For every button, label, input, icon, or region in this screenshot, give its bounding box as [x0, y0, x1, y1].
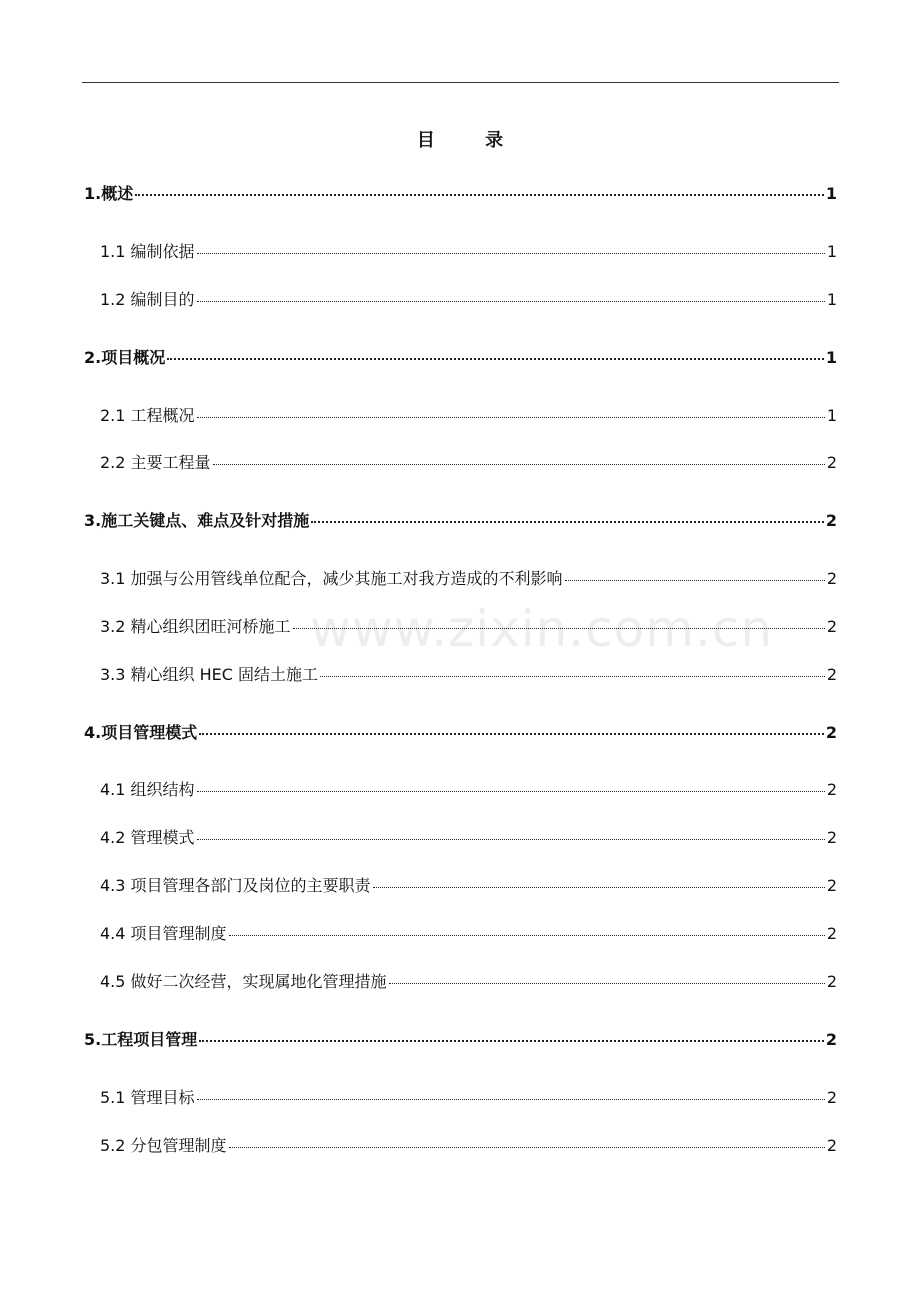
dot-leader [229, 935, 825, 936]
toc-entry-label: 4.3 项目管理各部门及岗位的主要职责 [100, 876, 371, 895]
toc-entry-2-1[interactable] [100, 405, 837, 427]
dot-leader [199, 733, 824, 735]
toc-entry-2-2[interactable] [100, 452, 837, 474]
dot-leader [197, 839, 825, 840]
toc-entry-page: 1 [826, 242, 837, 261]
toc-entry-label: 5.1 管理目标 [100, 1088, 195, 1107]
dot-leader [293, 628, 825, 629]
toc-entry-page: 2 [826, 1088, 837, 1107]
toc-entry-page: 2 [826, 828, 837, 847]
toc-entry-1-2[interactable] [100, 289, 837, 311]
toc-entry-5[interactable] [84, 1029, 837, 1051]
toc-entry-page: 1 [826, 290, 837, 309]
toc-entry-page: 2 [826, 972, 837, 991]
toc-entry-page: 1 [825, 184, 837, 203]
toc-entry-3-3[interactable] [100, 664, 837, 686]
dot-leader [199, 1040, 824, 1042]
toc-entry-label: 2.2 主要工程量 [100, 453, 211, 472]
dot-leader [197, 791, 825, 792]
toc-entry-3[interactable] [84, 510, 837, 532]
toc-entry-label: 4.5 做好二次经营，实现属地化管理措施 [100, 972, 387, 991]
toc-entry-page: 2 [826, 876, 837, 895]
toc-entry-label: 4.1 组织结构 [100, 780, 195, 799]
toc-entry-5-2[interactable] [100, 1135, 837, 1157]
toc-entry-page: 2 [826, 1136, 837, 1155]
dot-leader [213, 464, 825, 465]
toc-entry-label: 2.1 工程概况 [100, 406, 195, 425]
dot-leader [197, 253, 825, 254]
toc-entry-label: 3.1 加强与公用管线单位配合，减少其施工对我方造成的不利影响 [100, 569, 563, 588]
toc-entry-label: 5.2 分包管理制度 [100, 1136, 227, 1155]
dot-leader [135, 194, 824, 196]
watermark: www.zixin.com.cn [310, 600, 774, 658]
toc-title: 目 录 [416, 130, 526, 151]
toc-entry-1-1[interactable] [100, 241, 837, 263]
toc-entry-label: 4.项目管理模式 [84, 723, 198, 742]
toc-entry-page: 2 [826, 569, 837, 588]
toc-entry-label: 4.4 项目管理制度 [100, 924, 227, 943]
toc-entry-1[interactable] [84, 183, 837, 205]
header-rule [82, 82, 839, 83]
toc-entry-label: 3.施工关键点、难点及针对措施 [84, 511, 310, 530]
toc-entry-label: 2.项目概况 [84, 348, 166, 367]
toc-entry-4-2[interactable] [100, 827, 837, 849]
dot-leader [389, 983, 825, 984]
toc-entry-4-4[interactable] [100, 923, 837, 945]
dot-leader [197, 417, 825, 418]
toc-entry-page: 2 [826, 617, 837, 636]
toc-entry-4-5[interactable] [100, 971, 837, 993]
toc-entry-page: 1 [825, 348, 837, 367]
toc-entry-4-1[interactable] [100, 779, 837, 801]
dot-leader [197, 301, 825, 302]
dot-leader [197, 1099, 825, 1100]
toc-entry-label: 1.2 编制目的 [100, 290, 195, 309]
toc-entry-page: 2 [825, 511, 837, 530]
toc-entry-page: 1 [826, 406, 837, 425]
toc-entry-3-2[interactable] [100, 616, 837, 638]
toc-entry-page: 2 [826, 780, 837, 799]
toc-entry-2[interactable] [84, 347, 837, 369]
toc-entry-label: 4.2 管理模式 [100, 828, 195, 847]
toc-entry-page: 2 [826, 924, 837, 943]
toc-entry-4[interactable] [84, 722, 837, 744]
dot-leader [320, 676, 825, 677]
toc-entry-label: 1.1 编制依据 [100, 242, 195, 261]
toc-entry-page: 2 [825, 723, 837, 742]
toc-entry-page: 2 [826, 453, 837, 472]
dot-leader [167, 358, 824, 360]
toc-entry-label: 1.概述 [84, 184, 134, 203]
toc-entry-page: 2 [825, 1030, 837, 1049]
dot-leader [373, 887, 825, 888]
toc-entry-label: 5.工程项目管理 [84, 1030, 198, 1049]
toc-entry-page: 2 [826, 665, 837, 684]
toc-entry-label: 3.3 精心组织 HEC 固结土施工 [100, 665, 319, 684]
dot-leader [229, 1147, 825, 1148]
dot-leader [311, 521, 824, 523]
toc-entry-3-1[interactable] [100, 568, 837, 590]
toc-entry-5-1[interactable] [100, 1087, 837, 1109]
toc-entry-4-3[interactable] [100, 875, 837, 897]
dot-leader [565, 580, 825, 581]
toc-entry-label: 3.2 精心组织团旺河桥施工 [100, 617, 291, 636]
